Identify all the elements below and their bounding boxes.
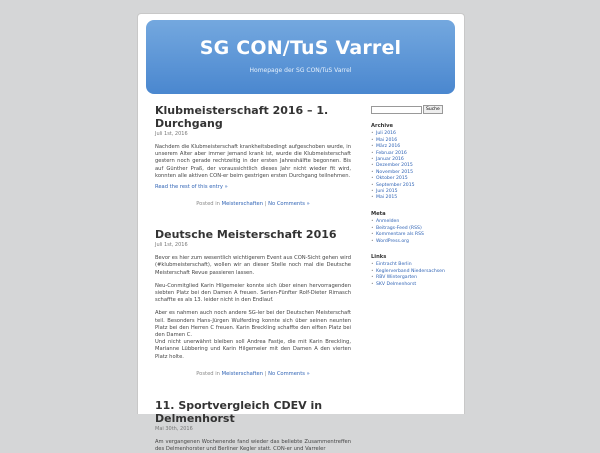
post-date: Juli 1st, 2016 — [155, 242, 188, 249]
archive-link[interactable]: Januar 2016 — [376, 157, 404, 163]
post — [155, 399, 351, 453]
links-widget — [371, 254, 451, 288]
post-paragraph: Aber es nahmen auch noch andere SG-ler bei der Deutschen Meisterschaft teil. Besonders Hans-Jürgen Wulferding konnte sich über seinen neunten Platz bei den Herren C freuen. Karin Breckling schaffte den elften Platz bei den Damen C. Und nicht unerwähnt bleiben soll Andrea Fastje, die mit Karin Breckling, Marianne Lübbering und Karin Hilgemeier mit den Damen A den vierten Platz holte. — [155, 310, 351, 360]
blogroll-link[interactable]: RBV Wintergarten — [376, 275, 418, 281]
archive-link[interactable]: Februar 2016 — [376, 150, 407, 156]
meta-separator: | — [264, 201, 267, 208]
archive-link[interactable]: Oktober 2015 — [376, 176, 408, 182]
main-content — [155, 104, 351, 453]
posted-in-label: Posted in — [196, 370, 220, 377]
posted-in-label: Posted in — [196, 201, 220, 208]
meta-item — [371, 239, 451, 245]
archive-link[interactable]: Juli 2016 — [376, 131, 396, 137]
meta-link[interactable]: Beitrags-Feed (RSS) — [376, 225, 422, 231]
blogroll-link[interactable]: SKV Delmenhorst — [376, 281, 417, 287]
search-form — [371, 105, 451, 114]
links-title: Links — [371, 253, 387, 260]
post-paragraph: Bevor es hier zum wesentlich wichtigerem Event aus CON-Sicht gehen wird (#klubmeisterschaft), wollen wir an dieser Stelle noch mal die Deutsche Meisterschaft Revue passieren lassen. — [155, 255, 352, 276]
meta-link[interactable]: WordPress.org — [376, 238, 409, 244]
comments-link[interactable]: No Comments » — [268, 370, 310, 377]
post — [155, 104, 351, 208]
archive-link[interactable]: November 2015 — [376, 169, 414, 175]
post — [155, 228, 351, 378]
archive-link[interactable]: Mai 2015 — [376, 195, 398, 201]
archive-link[interactable]: März 2016 — [376, 144, 401, 150]
post-title[interactable]: Klubmeisterschaft 2016 – 1. Durchgang — [155, 104, 329, 130]
archive-item — [371, 195, 451, 201]
post-date: Mai 30th, 2016 — [155, 425, 193, 432]
site-description: Homepage der SG CON/TuS Varrel — [249, 67, 352, 74]
post-paragraph: Nachdem die Klubmeisterschaft krankheitsbedingt aufgeschoben wurde, in unserem Alter aber immer jemand krank ist, wurde die Klubmeisterschaft gestern noch gerade rechtzeitig in der ersten Jahreshälfte begonnen. Bis auf Günther Praß, der voraussichtlich dieses Jahr nicht wieder fit wird, konnten alle aktiven CON-er beim gestrigen ersten Durchgang teilnehmen. — [155, 144, 351, 179]
archive-link[interactable]: September 2015 — [376, 182, 415, 188]
blogroll-link[interactable]: Keglerverband Niedersachsen — [376, 268, 445, 274]
post-paragraph: Am vergangenen Wochenende fand wieder das beliebte Zusammentreffen des Delmenhorster und Berliner Kegler statt. CON-er und Varreler — [155, 438, 351, 453]
post-meta — [155, 201, 351, 208]
archive-link[interactable]: Dezember 2015 — [376, 163, 413, 169]
links-item — [371, 282, 451, 288]
post-meta — [155, 371, 351, 378]
search-input[interactable] — [371, 106, 422, 114]
site-header — [146, 20, 455, 94]
site-title[interactable]: SG CON/TuS Varrel — [199, 37, 402, 59]
meta-link[interactable]: Kommentare als RSS — [376, 232, 424, 238]
archive-link[interactable]: Mai 2016 — [376, 137, 398, 143]
archive-link[interactable]: Juni 2015 — [376, 189, 398, 195]
meta-title: Meta — [371, 210, 386, 217]
archive-widget — [371, 123, 451, 202]
post-paragraph: Neu-Conmitglied Karin Hilgemeier konnte sich über einen hervorragenden siebten Platz bei den Damen A freuen. Serien-Fünfter Rolf-Dieter Rimasch schaffte es als 13. leider nicht in den Endlauf. — [155, 282, 351, 304]
category-link[interactable]: Meisterschaften — [221, 370, 264, 377]
post-title[interactable]: 11. Sportvergleich CDEV in Delmenhorst — [155, 398, 323, 425]
category-link[interactable]: Meisterschaften — [221, 201, 264, 208]
meta-link[interactable]: Anmelden — [376, 219, 400, 225]
meta-widget — [371, 211, 451, 245]
comments-link[interactable]: No Comments » — [268, 201, 310, 208]
search-button[interactable]: Suche — [423, 105, 443, 114]
meta-separator: | — [264, 370, 267, 377]
read-more-link[interactable]: Read the rest of this entry » — [155, 184, 228, 191]
blogroll-link[interactable]: Eintracht Berlin — [376, 262, 412, 268]
post-date: Juli 1st, 2016 — [155, 131, 188, 137]
sidebar — [371, 105, 451, 288]
archive-title: Archive — [371, 123, 394, 129]
post-title[interactable]: Deutsche Meisterschaft 2016 — [155, 228, 337, 242]
